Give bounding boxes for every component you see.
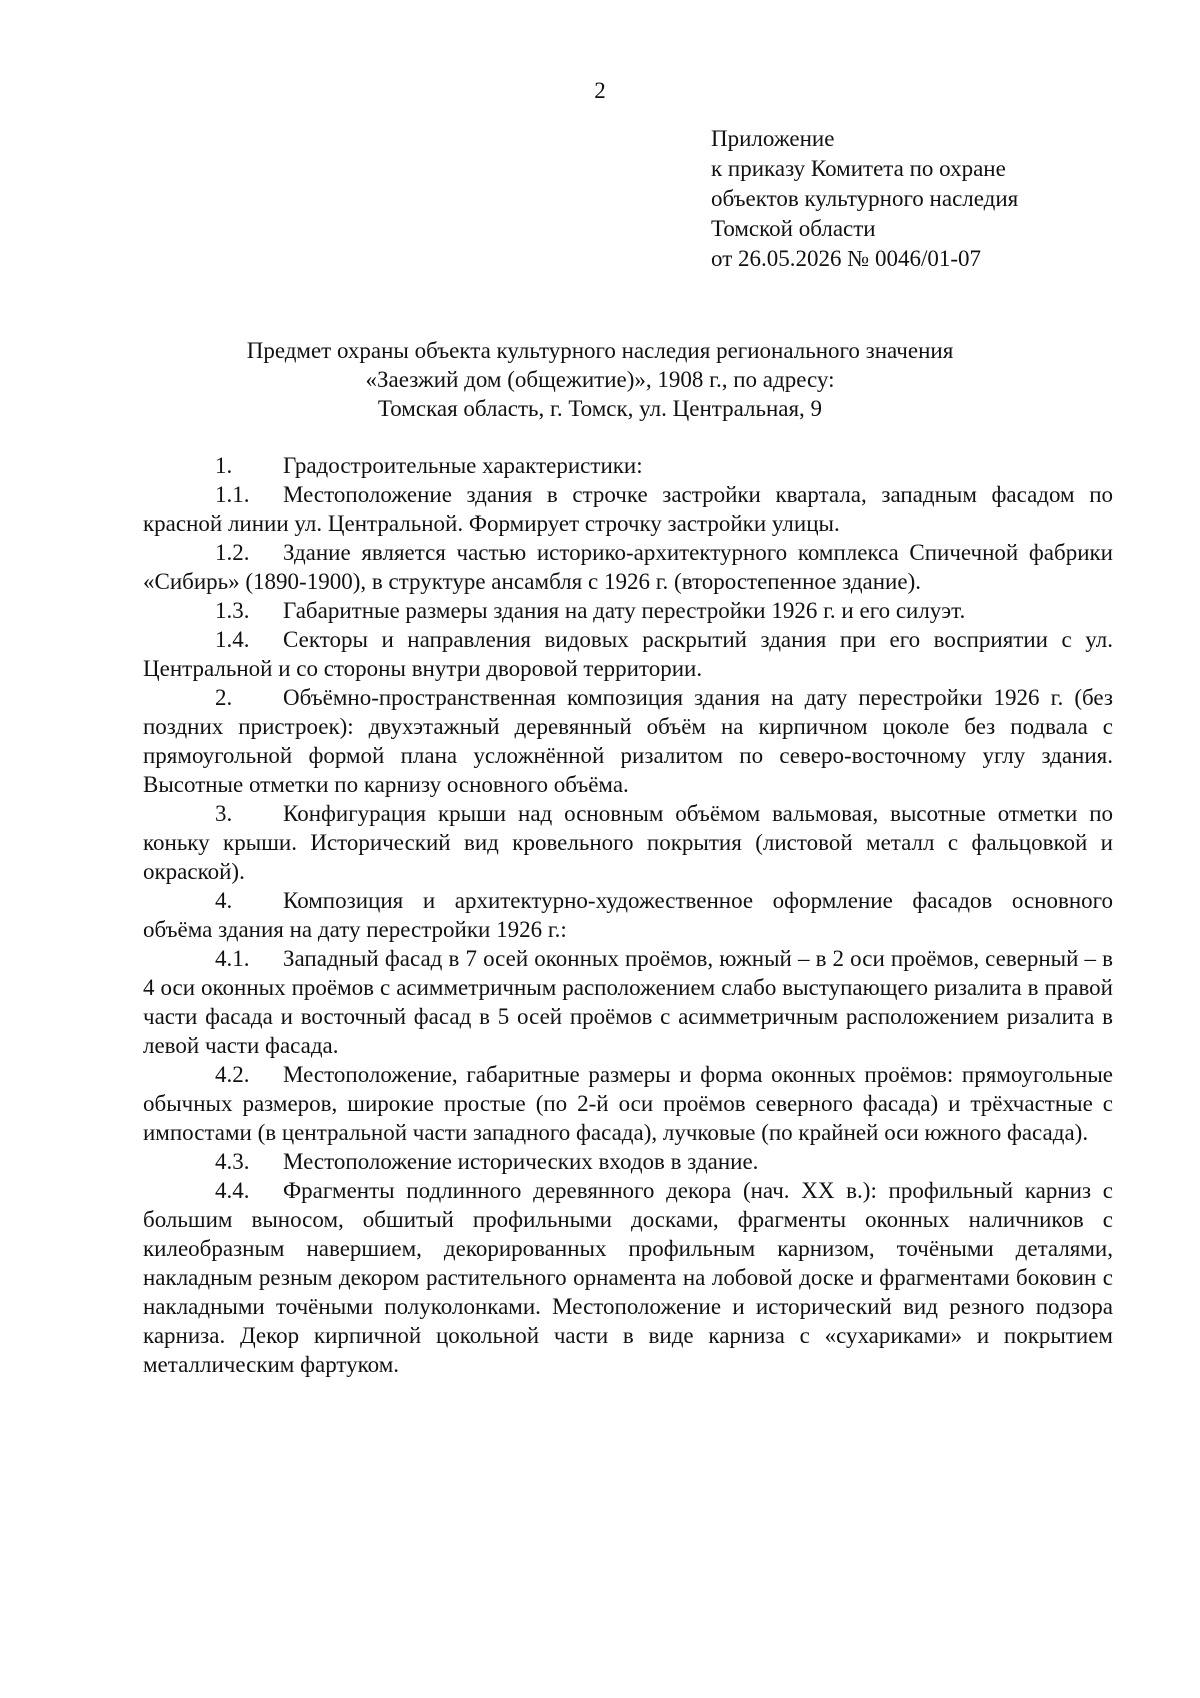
item-text: Западный фасад в 7 осей оконных проёмов, южный – в 2 оси проёмов, северный – в 4 оси оконных проёмов с асимметричным расположением слабо выступающего ризалита в правой части фасада и восточный фасад в 5 осей проёмов с асимметричным расположением ризалита в левой части фасада. <box>143 946 1113 1058</box>
list-item <box>143 451 1113 480</box>
item-number: 4.4. <box>215 1178 250 1203</box>
item-number: 2. <box>215 685 233 710</box>
appendix-line: Приложение <box>711 126 835 151</box>
title-line: Томская область, г. Томск, ул. Центральная, 9 <box>377 396 823 421</box>
item-text: Секторы и направления видовых раскрытий здания при его восприятии с ул. Центральной и со стороны внутри дворовой территории. <box>143 627 1113 681</box>
list-item <box>143 596 1113 625</box>
item-text: Объёмно-пространственная композиция здания на дату перестройки 1926 г. (без поздних пристроек): двухэтажный деревянный объём на кирпичном цоколе без подвала с прямоугольной формой плана усложнённой ризалитом по северо-восточному углу здания. Высотные отметки по карнизу основного объёма. <box>143 685 1113 797</box>
item-text: Фрагменты подлинного деревянного декора (нач. XX в.): профильный карниз с большим выносом, обшитый профильными досками, фрагменты оконных наличников с килеобразным навершием, декорированных профильным карнизом, точёными деталями, накладным резным декором растительного орнамента на лобовой доске и фрагментами боковин с накладными точёными полуколонками. Местоположение и исторический вид резного подзора карниза. Декор кирпичной цокольной части в виде карниза с «сухариками» и покрытием металлическим фартуком. <box>143 1178 1113 1377</box>
appendix-line: от 26.05.2026 № 0046/01-07 <box>711 246 981 271</box>
item-text: Градостроительные характеристики: <box>283 453 643 478</box>
list-item <box>143 538 1113 596</box>
list-item <box>143 1176 1113 1379</box>
title-line: «Заезжий дом (общежитие)», 1908 г., по адресу: <box>365 367 835 392</box>
list-item <box>143 683 1113 799</box>
appendix-line: объектов культурного наследия <box>711 186 1019 211</box>
item-text: Конфигурация крыши над основным объёмом вальмовая, высотные отметки по коньку крыши. Исторический вид кровельного покрытия (листовой металл с фальцовкой и окраской). <box>143 801 1113 884</box>
item-number: 1.1. <box>215 482 250 507</box>
item-text: Местоположение здания в строчке застройки квартала, западным фасадом по красной линии ул. Центральной. Формирует строчку застройки улицы. <box>143 482 1113 536</box>
item-text: Местоположение, габаритные размеры и форма оконных проёмов: прямоугольные обычных размеров, широкие простые (по 2-й оси проёмов северного фасада) и трёхчастные с импостами (в центральной части западного фасада), лучковые (по крайней оси южного фасада). <box>143 1062 1113 1145</box>
item-number: 1.2. <box>215 540 250 565</box>
list-item <box>143 1147 1113 1176</box>
item-number: 1.4. <box>215 627 250 652</box>
title-line: Предмет охраны объекта культурного наследия регионального значения <box>246 338 954 363</box>
item-number: 4.3. <box>215 1149 250 1174</box>
item-number: 3. <box>215 801 233 826</box>
list-item <box>143 1060 1113 1147</box>
appendix-line: Томской области <box>711 216 876 241</box>
item-text: Композиция и архитектурно-художественное оформление фасадов основного объёма здания на дату перестройки 1926 г.: <box>143 888 1113 942</box>
item-number: 4.1. <box>215 946 250 971</box>
document-title <box>0 336 1200 423</box>
document-body <box>143 451 1113 1379</box>
item-text: Здание является частью историко-архитектурного комплекса Спичечной фабрики «Сибирь» (1890-1900), в структуре ансамбля с 1926 г. (второстепенное здание). <box>143 540 1113 594</box>
item-number: 1. <box>215 453 233 478</box>
list-item <box>143 625 1113 683</box>
item-text: Габаритные размеры здания на дату перестройки 1926 г. и его силуэт. <box>283 598 966 623</box>
appendix-line: к приказу Комитета по охране <box>711 156 1006 181</box>
item-number: 1.3. <box>215 598 250 623</box>
list-item <box>143 944 1113 1060</box>
page-number: 2 <box>594 78 606 103</box>
list-item <box>143 480 1113 538</box>
list-item <box>143 886 1113 944</box>
item-number: 4.2. <box>215 1062 250 1087</box>
item-text: Местоположение исторических входов в здание. <box>283 1149 759 1174</box>
list-item <box>143 799 1113 886</box>
appendix-header <box>711 124 1151 274</box>
item-number: 4. <box>215 888 233 913</box>
